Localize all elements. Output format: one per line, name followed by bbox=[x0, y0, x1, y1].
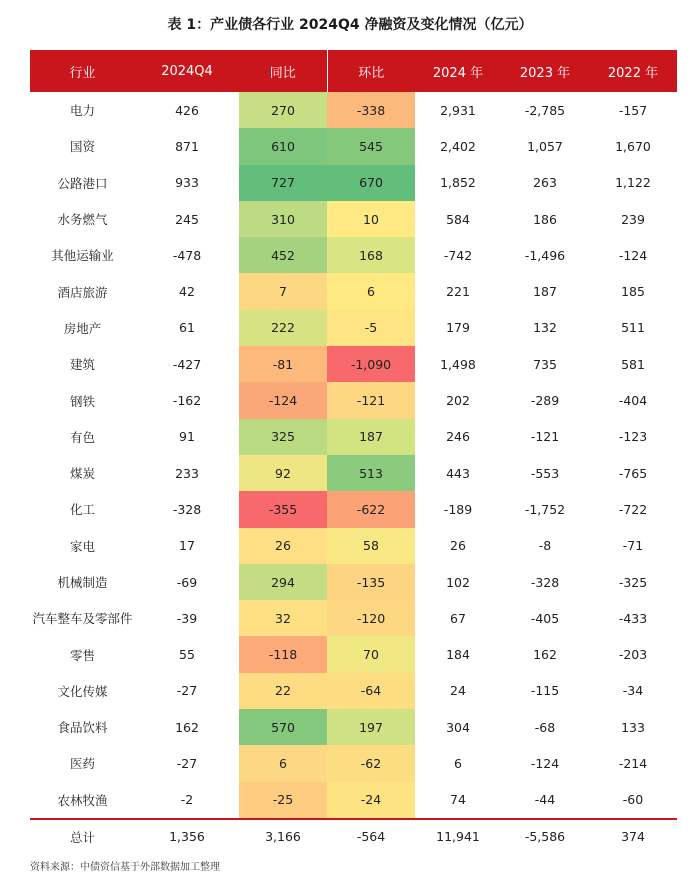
total-cell-2024q4: 1,356 bbox=[135, 819, 239, 854]
cell-2023: 263 bbox=[533, 175, 557, 191]
cell-2024: 2,402 bbox=[440, 138, 476, 154]
cell-2024: 184 bbox=[446, 647, 470, 663]
cell-2023: 186 bbox=[533, 211, 557, 227]
table-row bbox=[30, 564, 677, 600]
cell-2024: 221 bbox=[446, 284, 470, 300]
table-row bbox=[30, 92, 677, 128]
total-cell-qoq: -564 bbox=[327, 819, 415, 854]
total-cell-2023: -5,586 bbox=[501, 819, 589, 854]
cell-industry: 其他运输业 bbox=[51, 248, 114, 264]
cell-2022: 1,670 bbox=[615, 138, 651, 154]
table-header bbox=[30, 50, 677, 92]
cell-2023: -328 bbox=[530, 574, 560, 590]
source-note: 资料来源：中债资信基于外部数据加工整理 bbox=[30, 862, 220, 873]
cell-industry: 有色 bbox=[69, 429, 95, 445]
cell-2023: -289 bbox=[530, 393, 560, 409]
cell-2024q4: -27 bbox=[176, 755, 198, 771]
cell-yoy: -118 bbox=[239, 636, 327, 672]
cell-2024: 2,931 bbox=[440, 102, 476, 118]
cell-industry: 煤炭 bbox=[69, 466, 95, 482]
cell-2024q4: 91 bbox=[179, 429, 195, 445]
table-row bbox=[30, 600, 677, 636]
cell-industry: 水务燃气 bbox=[57, 212, 108, 228]
cell-yoy: -81 bbox=[239, 346, 327, 382]
cell-2023: -553 bbox=[530, 465, 560, 481]
cell-2024q4: 233 bbox=[175, 465, 199, 481]
cell-2022: -124 bbox=[618, 247, 648, 263]
cell-2023: 132 bbox=[533, 320, 557, 336]
cell-industry: 文化传媒 bbox=[57, 683, 108, 699]
total-cell-2024: 11,941 bbox=[415, 819, 501, 854]
cell-qoq: 197 bbox=[327, 709, 415, 745]
cell-2024: 24 bbox=[450, 683, 466, 699]
cell-yoy: 222 bbox=[239, 310, 327, 346]
cell-yoy: -124 bbox=[239, 382, 327, 418]
cell-2024q4: -27 bbox=[176, 683, 198, 699]
cell-yoy: 325 bbox=[239, 419, 327, 455]
cell-2022: -34 bbox=[622, 683, 644, 699]
cell-qoq: -622 bbox=[327, 491, 415, 527]
cell-qoq: -1,090 bbox=[327, 346, 415, 382]
cell-2024: -742 bbox=[443, 247, 473, 263]
table-row bbox=[30, 346, 677, 382]
cell-industry: 化工 bbox=[69, 502, 95, 518]
cell-2024q4: -69 bbox=[176, 574, 198, 590]
cell-qoq: 513 bbox=[327, 455, 415, 491]
cell-2024: 67 bbox=[450, 610, 466, 626]
cell-2022: -60 bbox=[622, 792, 644, 808]
cell-2024q4: -2 bbox=[180, 792, 194, 808]
cell-2024q4: -328 bbox=[172, 501, 202, 517]
table-row bbox=[30, 673, 677, 709]
table-row bbox=[30, 745, 677, 781]
cell-yoy: 32 bbox=[239, 600, 327, 636]
cell-2024: 74 bbox=[450, 792, 466, 808]
cell-2022: -214 bbox=[618, 755, 648, 771]
table-row bbox=[30, 237, 677, 273]
cell-2023: -44 bbox=[534, 792, 556, 808]
cell-2024q4: -39 bbox=[176, 610, 198, 626]
cell-2024q4: 61 bbox=[179, 320, 195, 336]
header-row bbox=[30, 50, 677, 92]
cell-2024: 102 bbox=[446, 574, 470, 590]
cell-2023: 162 bbox=[533, 647, 557, 663]
cell-2022: -71 bbox=[622, 538, 644, 554]
cell-2024q4: -427 bbox=[172, 356, 202, 372]
cell-qoq: -135 bbox=[327, 564, 415, 600]
cell-qoq: -64 bbox=[327, 673, 415, 709]
cell-2022: -433 bbox=[618, 610, 648, 626]
table-row bbox=[30, 419, 677, 455]
cell-2024: 202 bbox=[446, 393, 470, 409]
cell-2024q4: -478 bbox=[172, 247, 202, 263]
cell-industry: 钢铁 bbox=[69, 393, 95, 409]
cell-2023: 1,057 bbox=[527, 138, 563, 154]
cell-2024q4: 162 bbox=[175, 719, 199, 735]
cell-industry: 国资 bbox=[69, 139, 95, 155]
table-row bbox=[30, 165, 677, 201]
header-qoq: 环比 bbox=[327, 50, 415, 92]
header-2023: 2023 年 bbox=[501, 50, 589, 92]
cell-industry: 零售 bbox=[69, 647, 95, 663]
table-row bbox=[30, 201, 677, 237]
cell-2024q4: 871 bbox=[175, 138, 199, 154]
industry-financing-table bbox=[30, 50, 677, 854]
cell-2023: -121 bbox=[530, 429, 560, 445]
total-cell-yoy: 3,166 bbox=[239, 819, 327, 854]
cell-qoq: -62 bbox=[327, 745, 415, 781]
cell-2024: 6 bbox=[454, 755, 462, 771]
cell-2024q4: 245 bbox=[175, 211, 199, 227]
cell-2024: 1,852 bbox=[440, 175, 476, 191]
cell-2024: 1,498 bbox=[440, 356, 476, 372]
cell-industry: 公路港口 bbox=[57, 175, 108, 191]
cell-2022: -157 bbox=[618, 102, 648, 118]
cell-yoy: -355 bbox=[239, 491, 327, 527]
cell-2022: -765 bbox=[618, 465, 648, 481]
cell-qoq: 670 bbox=[327, 165, 415, 201]
cell-2022: 1,122 bbox=[615, 175, 651, 191]
cell-2024q4: 426 bbox=[175, 102, 199, 118]
header-2022: 2022 年 bbox=[589, 50, 677, 92]
cell-industry: 农林牧渔 bbox=[57, 792, 108, 808]
cell-yoy: 570 bbox=[239, 709, 327, 745]
cell-yoy: 92 bbox=[239, 455, 327, 491]
cell-2023: -2,785 bbox=[524, 102, 566, 118]
header-2024: 2024 年 bbox=[415, 50, 501, 92]
cell-2024q4: 42 bbox=[179, 284, 195, 300]
table-row bbox=[30, 709, 677, 745]
cell-qoq: 187 bbox=[327, 419, 415, 455]
cell-yoy: 22 bbox=[239, 673, 327, 709]
cell-2024q4: 933 bbox=[175, 175, 199, 191]
cell-2022: 133 bbox=[621, 719, 645, 735]
cell-industry: 建筑 bbox=[69, 357, 95, 373]
total-row bbox=[30, 819, 677, 854]
cell-2022: 185 bbox=[621, 284, 645, 300]
header-2024q4: 2024Q4 bbox=[135, 50, 239, 92]
table-row bbox=[30, 455, 677, 491]
cell-industry: 医药 bbox=[69, 756, 95, 772]
cell-industry: 家电 bbox=[69, 538, 95, 554]
cell-qoq: -24 bbox=[327, 782, 415, 819]
cell-2024: 179 bbox=[446, 320, 470, 336]
cell-yoy: 7 bbox=[239, 273, 327, 309]
table-row bbox=[30, 528, 677, 564]
cell-2024: 443 bbox=[446, 465, 470, 481]
table-title: 表 1：产业债各行业 2024Q4 净融资及变化情况（亿元） bbox=[167, 17, 533, 33]
cell-2022: -203 bbox=[618, 647, 648, 663]
cell-qoq: 58 bbox=[327, 528, 415, 564]
cell-yoy: 26 bbox=[239, 528, 327, 564]
total-cell-industry: 总计 bbox=[30, 819, 135, 854]
cell-yoy: 310 bbox=[239, 201, 327, 237]
cell-2024q4: 55 bbox=[179, 647, 195, 663]
cell-industry: 食品饮料 bbox=[57, 720, 108, 736]
cell-qoq: 70 bbox=[327, 636, 415, 672]
cell-2022: 511 bbox=[621, 320, 645, 336]
table-row bbox=[30, 310, 677, 346]
cell-2022: 581 bbox=[621, 356, 645, 372]
table-body bbox=[30, 92, 677, 854]
table-row bbox=[30, 636, 677, 672]
cell-2024q4: -162 bbox=[172, 393, 202, 409]
cell-2024: 584 bbox=[446, 211, 470, 227]
cell-2024q4: 17 bbox=[179, 538, 195, 554]
cell-2023: -68 bbox=[534, 719, 556, 735]
cell-qoq: -338 bbox=[327, 92, 415, 128]
cell-qoq: 6 bbox=[327, 273, 415, 309]
cell-qoq: 10 bbox=[327, 201, 415, 237]
cell-2023: -1,496 bbox=[524, 247, 566, 263]
cell-2022: -325 bbox=[618, 574, 648, 590]
table-row bbox=[30, 491, 677, 527]
cell-2023: 735 bbox=[533, 356, 557, 372]
table-row bbox=[30, 382, 677, 418]
table-row bbox=[30, 128, 677, 164]
cell-industry: 酒店旅游 bbox=[57, 284, 108, 300]
table-row bbox=[30, 273, 677, 309]
cell-2024: 246 bbox=[446, 429, 470, 445]
cell-2023: -405 bbox=[530, 610, 560, 626]
cell-2023: 187 bbox=[533, 284, 557, 300]
cell-2022: -123 bbox=[618, 429, 648, 445]
cell-2022: -404 bbox=[618, 393, 648, 409]
cell-2024: -189 bbox=[443, 501, 473, 517]
cell-yoy: 727 bbox=[239, 165, 327, 201]
header-yoy: 同比 bbox=[239, 50, 327, 92]
cell-qoq: -5 bbox=[327, 310, 415, 346]
cell-qoq: -120 bbox=[327, 600, 415, 636]
cell-qoq: 168 bbox=[327, 237, 415, 273]
cell-2024: 26 bbox=[450, 538, 466, 554]
cell-qoq: 545 bbox=[327, 128, 415, 164]
cell-industry: 房地产 bbox=[63, 320, 102, 336]
cell-2022: 239 bbox=[621, 211, 645, 227]
cell-yoy: 6 bbox=[239, 745, 327, 781]
cell-2023: -1,752 bbox=[524, 501, 566, 517]
cell-yoy: 270 bbox=[239, 92, 327, 128]
cell-industry: 汽车整车及零部件 bbox=[32, 611, 133, 627]
cell-2023: -115 bbox=[530, 683, 560, 699]
cell-2023: -124 bbox=[530, 755, 560, 771]
table-row bbox=[30, 782, 677, 819]
cell-yoy: 610 bbox=[239, 128, 327, 164]
header-industry: 行业 bbox=[30, 50, 135, 92]
cell-qoq: -121 bbox=[327, 382, 415, 418]
cell-2023: -8 bbox=[538, 538, 552, 554]
cell-yoy: -25 bbox=[239, 782, 327, 819]
cell-industry: 机械制造 bbox=[57, 575, 108, 590]
cell-2022: -722 bbox=[618, 501, 648, 517]
cell-yoy: 452 bbox=[239, 237, 327, 273]
cell-yoy: 294 bbox=[239, 564, 327, 600]
cell-industry: 电力 bbox=[69, 103, 95, 119]
total-cell-2022: 374 bbox=[589, 819, 677, 854]
cell-2024: 304 bbox=[446, 719, 470, 735]
